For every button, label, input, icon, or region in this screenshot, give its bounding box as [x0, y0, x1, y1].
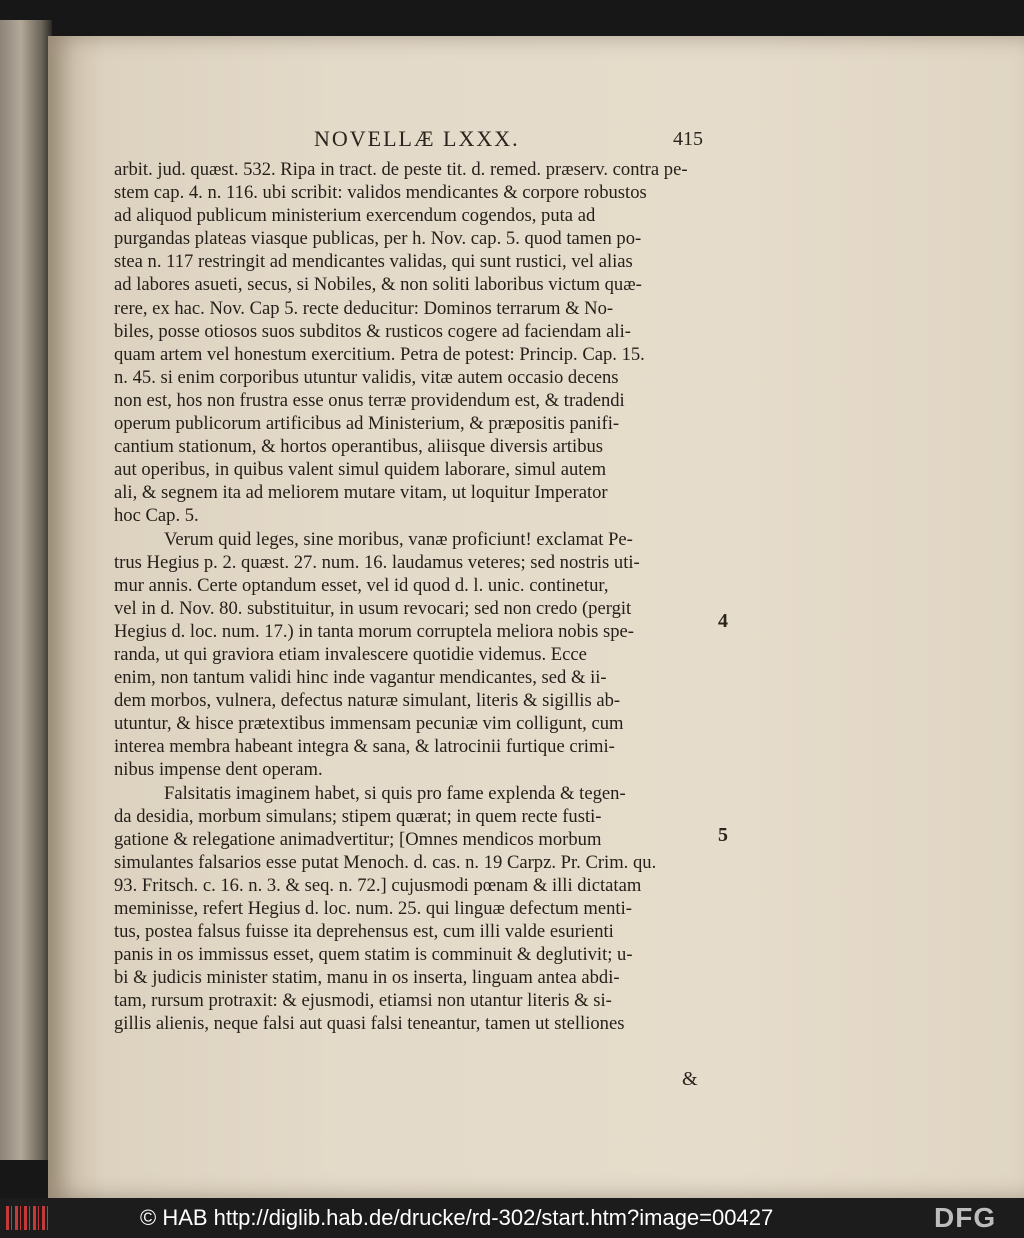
text-line: ad labores asueti, secus, si Nobiles, & non soliti laboribus victum quæ- [114, 274, 642, 296]
catchword: & [682, 1068, 698, 1090]
text-line: Hegius d. loc. num. 17.) in tanta morum corruptela meliora nobis spe- [114, 620, 634, 642]
text-line: randa, ut qui graviora etiam invalescere quotidie videmus. Ecce [114, 643, 587, 665]
text-line: utuntur, & hisce prætextibus immensam pecuniæ vim colligunt, cum [114, 713, 624, 735]
text-line: stea n. 117 restringit ad mendicantes validas, qui sunt rustici, vel alias [114, 251, 633, 273]
text-line: cantium stationum, & hortos operantibus, aliisque diversis artibus [114, 436, 604, 458]
text-line: ad aliquod publicum ministerium exercendum cogendos, puta ad [114, 205, 596, 227]
text-line: n. 45. si enim corporibus utuntur validis, vitæ autem occasio decens [114, 366, 619, 388]
hab-logo-icon [6, 1206, 48, 1230]
margin-note-number: 4 [718, 610, 728, 632]
text-line: non est, hos non frustra esse onus terræ providendum est, & tradendi [114, 389, 625, 411]
text-line: panis in os immissus esset, quem statim is comminuit & deglutivit; u- [114, 944, 633, 966]
text-line: Falsitatis imaginem habet, si quis pro fame explenda & tegen- [164, 782, 626, 804]
text-line: mur annis. Certe optandum esset, vel id quod d. l. unic. continetur, [114, 574, 609, 596]
text-line: purgandas plateas viasque publicas, per h. Nov. cap. 5. quod tamen po- [114, 228, 642, 250]
text-line: biles, posse otiosos suos subditos & rusticos cogere ad faciendam ali- [114, 320, 631, 342]
text-line: meminisse, refert Hegius d. loc. num. 25. qui linguæ defectum menti- [114, 898, 632, 919]
copyright-link[interactable]: © HAB http://diglib.hab.de/drucke/rd-302/start.htm?image=00427 [140, 1205, 774, 1230]
text-line: vel in d. Nov. 80. substituitur, in usum revocari; sed non credo (pergit [114, 597, 632, 619]
text-line: stem cap. 4. n. 116. ubi scribit: validos mendicantes & corpore robustos [114, 182, 647, 204]
page-number: 415 [673, 128, 703, 150]
text-line: 93. Fritsch. c. 16. n. 3. & seq. n. 72.] cujusmodi pœnam & illi dictatam [114, 874, 642, 896]
margin-note-number: 5 [718, 824, 728, 846]
running-head: NOVELLÆ LXXX. [314, 126, 520, 151]
text-line: trus Hegius p. 2. quæst. 27. num. 16. laudamus veteres; sed nostris uti- [114, 551, 640, 573]
text-line: arbit. jud. quæst. 532. Ripa in tract. de peste tit. d. remed. præserv. contra pe- [114, 159, 688, 180]
text-line: enim, non tantum validi hinc inde vagantur mendicantes, sed & ii- [114, 667, 607, 689]
text-line: operum publicorum artificibus ad Ministerium, & præpositis panifi- [114, 413, 620, 435]
text-line: quam artem vel honestum exercitium. Petra de potest: Princip. Cap. 15. [114, 343, 645, 365]
page-header [48, 126, 1024, 158]
text-line: simulantes falsarios esse putat Menoch. d. cas. n. 19 Carpz. Pr. Crim. qu. [114, 851, 657, 873]
text-line: tus, postea falsus fuisse ita deprehensus est, cum illi valde esurienti [114, 921, 614, 943]
text-line: rere, ex hac. Nov. Cap 5. recte deducitur: Dominos terrarum & No- [114, 297, 614, 319]
book-page [48, 36, 1024, 1198]
previous-page-edge [0, 20, 52, 1160]
text-line: gatione & relegatione animadvertitur; [Omnes mendicos morbum [114, 828, 602, 850]
viewer-footer [0, 1198, 1024, 1238]
dfg-logo: DFG [934, 1202, 997, 1233]
text-line: hoc Cap. 5. [114, 505, 199, 527]
text-line: bi & judicis minister statim, manu in os inserta, linguam antea abdi- [114, 967, 620, 989]
body-text [114, 158, 710, 1036]
text-line: nibus impense dent operam. [114, 759, 323, 781]
text-line: gillis alienis, neque falsi aut quasi falsi teneantur, tamen ut stelliones [114, 1013, 625, 1035]
text-line: da desidia, morbum simulans; stipem quærat; in quem recte fusti- [114, 805, 602, 827]
text-line: tam, rursum protraxit: & ejusmodi, etiamsi non utantur literis & si- [114, 990, 612, 1012]
text-line: ali, & segnem ita ad meliorem mutare vitam, ut loquitur Imperator [114, 482, 608, 504]
text-line: aut operibus, in quibus valent simul quidem laborare, simul autem [114, 459, 607, 481]
text-line: Verum quid leges, sine moribus, vanæ proficiunt! exclamat Pe- [164, 528, 633, 550]
text-line: interea membra habeant integra & sana, & latrocinii furtique crimi- [114, 736, 615, 758]
text-line: dem morbos, vulnera, defectus naturæ simulant, literis & sigillis ab- [114, 690, 621, 712]
